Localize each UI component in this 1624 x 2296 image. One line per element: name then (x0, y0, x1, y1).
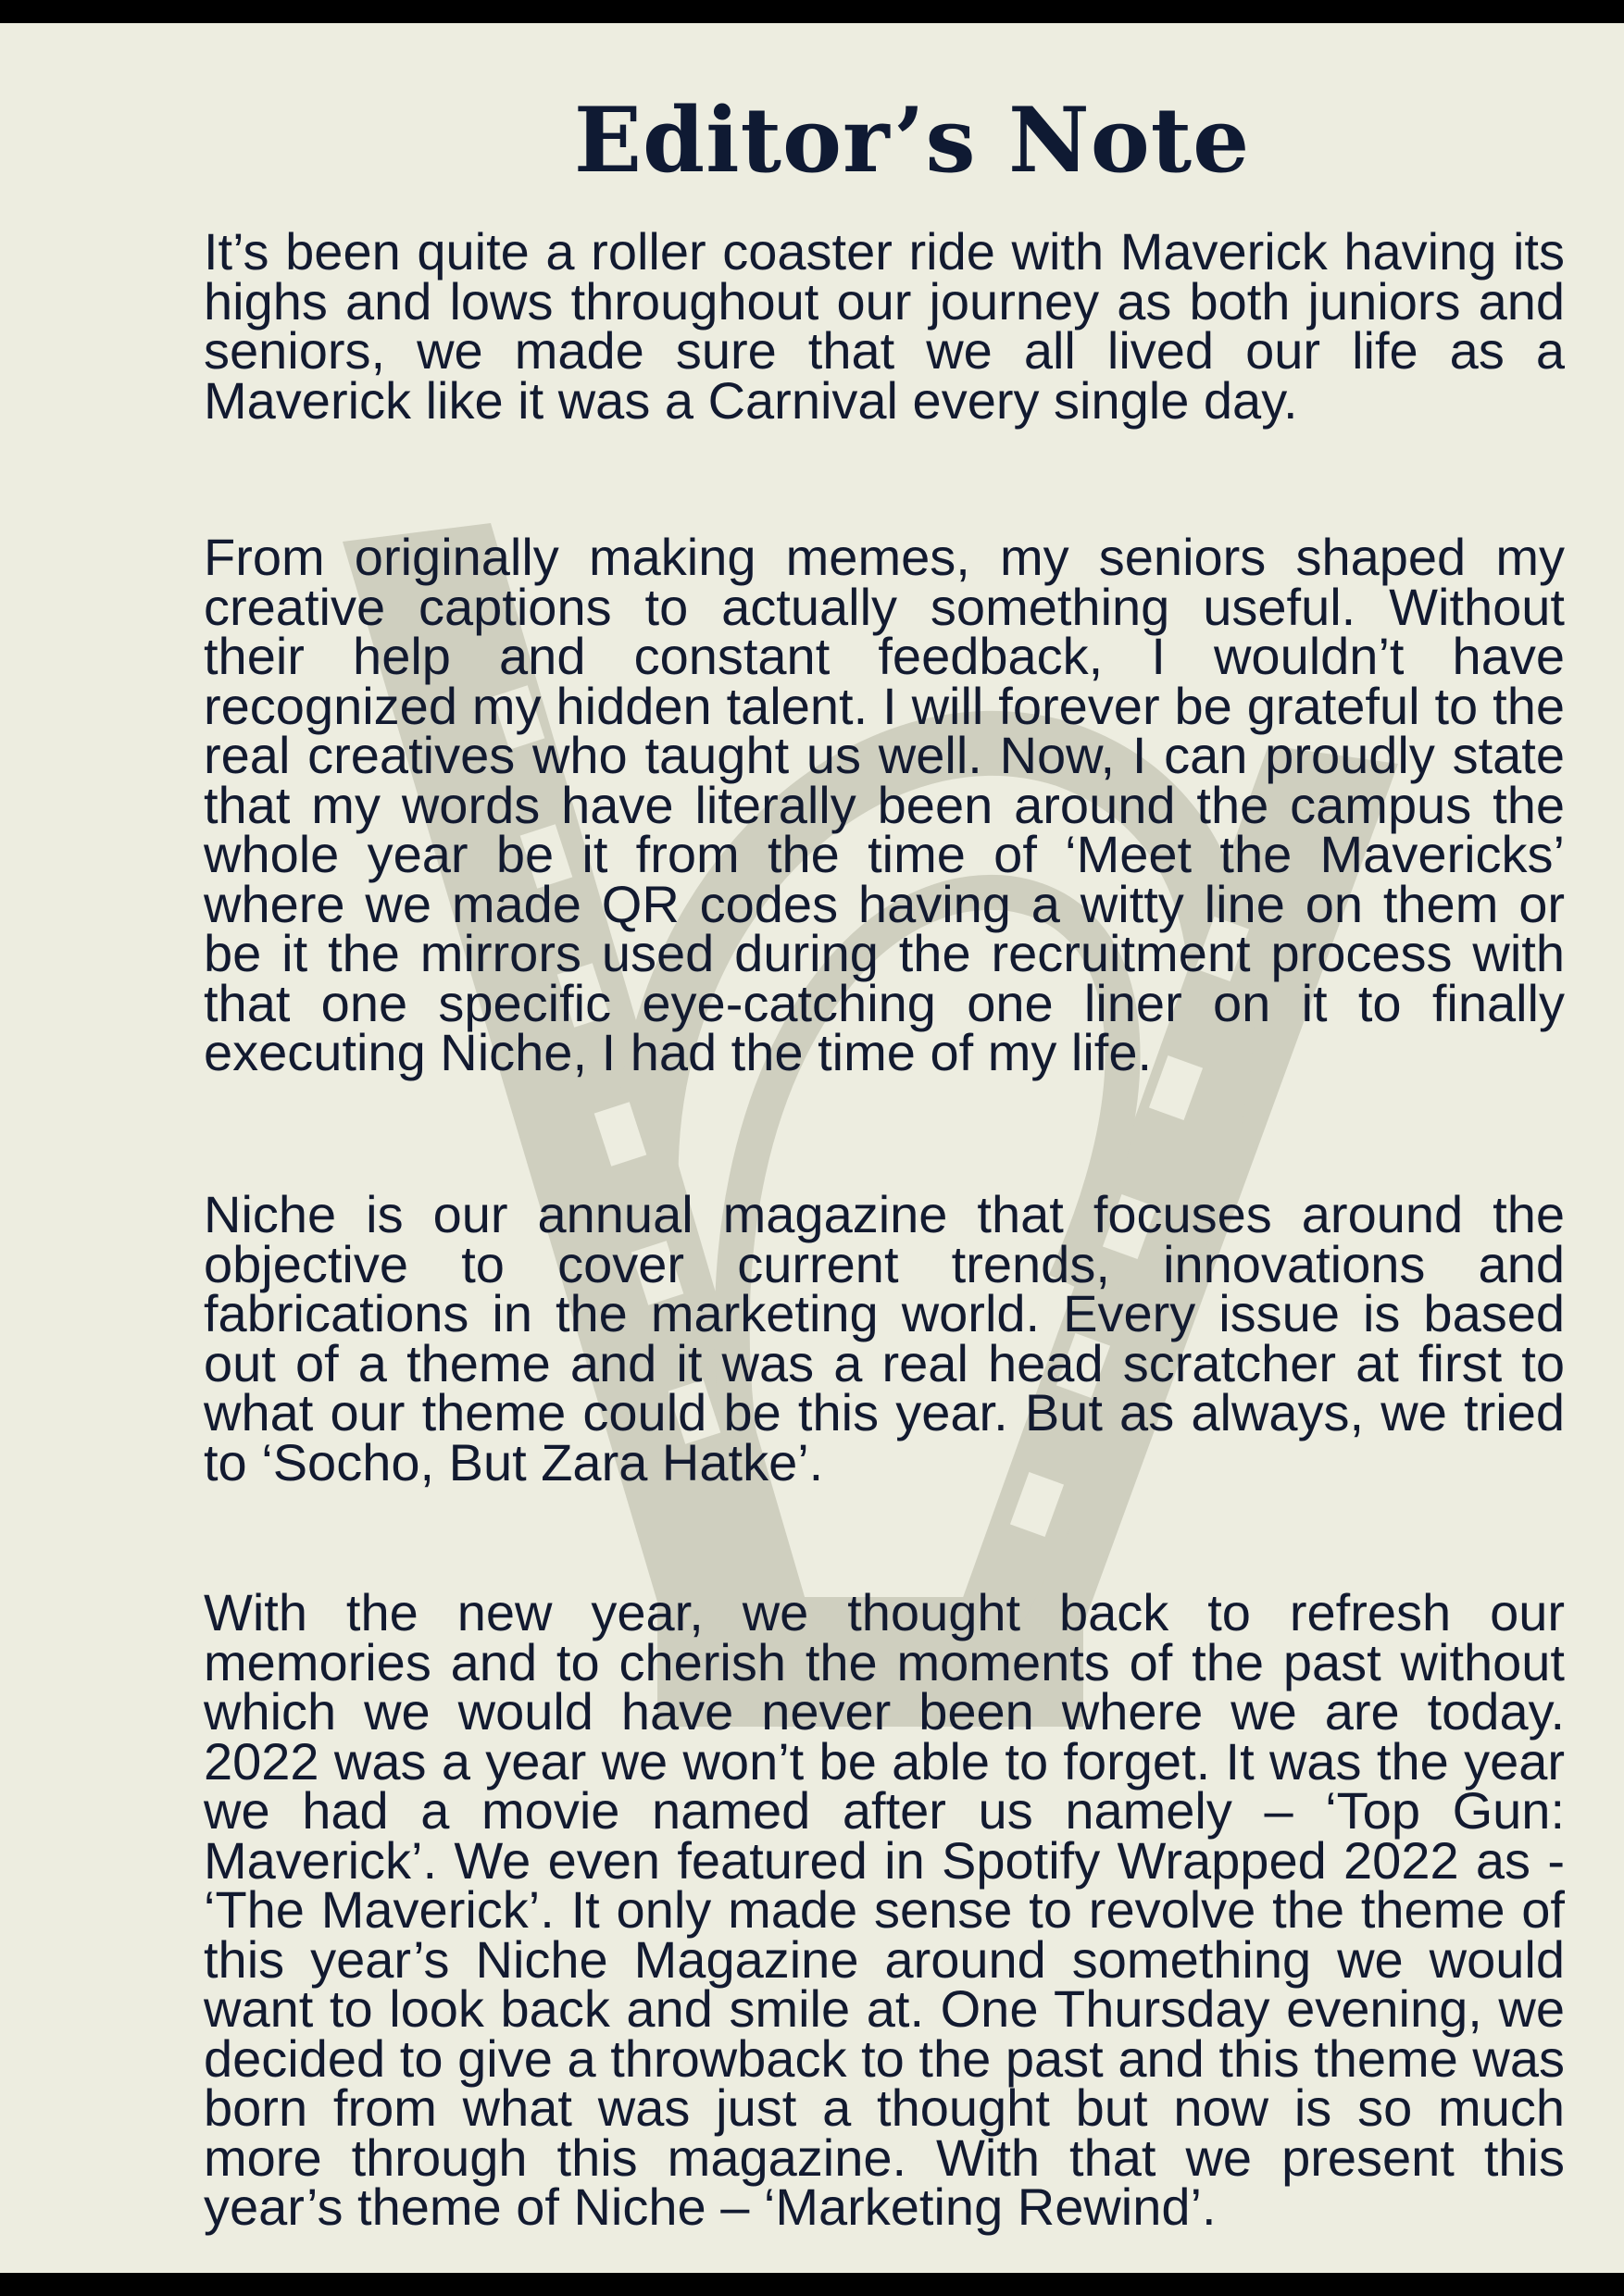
paragraph-3: Niche is our annual magazine that focuses around the objective to cover current trends, innovations and fabrications in the marketing world. Every issue is based out of a theme and it was a real head scratcher at first to what our theme could be this year. But as always, we tried to ‘Socho, But Zara Hatke’. (204, 1185, 1565, 1491)
page-title: Editor’s Note (573, 88, 1251, 193)
paragraph-4: With the new year, we thought back to refresh our memories and to cherish the moments of the past without which we would have never been where we are today. 2022 was a year we won’t be able to forget. It was the year we had a movie named after us namely – ‘Top Gun: Maverick’. We even featured in Spotify Wrapped 2022 as - ‘The Maverick’. It only made sense to revolve the theme of this year’s Niche Magazine around something we would want to look back and smile at. One Thursday evening, we decided to give a throwback to the past and this theme was born from what was just a thought but now is so much more through this magazine. With that we present this year’s theme of Niche – ‘Marketing Rewind’. (204, 1583, 1565, 2236)
paragraph-1: It’s been quite a roller coaster ride with Maverick having its highs and lows throughout our journey as both juniors and seniors, we made sure that we all lived our life as a Maverick like it was a Carnival every single day. (204, 222, 1565, 430)
paragraph-2: From originally making memes, my seniors shaped my creative captions to actually something useful. Without their help and constant feedback, I wouldn’t have recognized my hidden talent. I will forever be grateful to the real creatives who taught us well. Now, I can proudly state that my words have literally been around the campus the whole year be it from the time of ‘Meet the Mavericks’ where we made QR codes having a witty line on them or be it the mirrors used during the recruitment process with that one specific eye-catching one liner on it to finally executing Niche, I had the time of my life. (204, 528, 1565, 1081)
page (0, 23, 1624, 2273)
